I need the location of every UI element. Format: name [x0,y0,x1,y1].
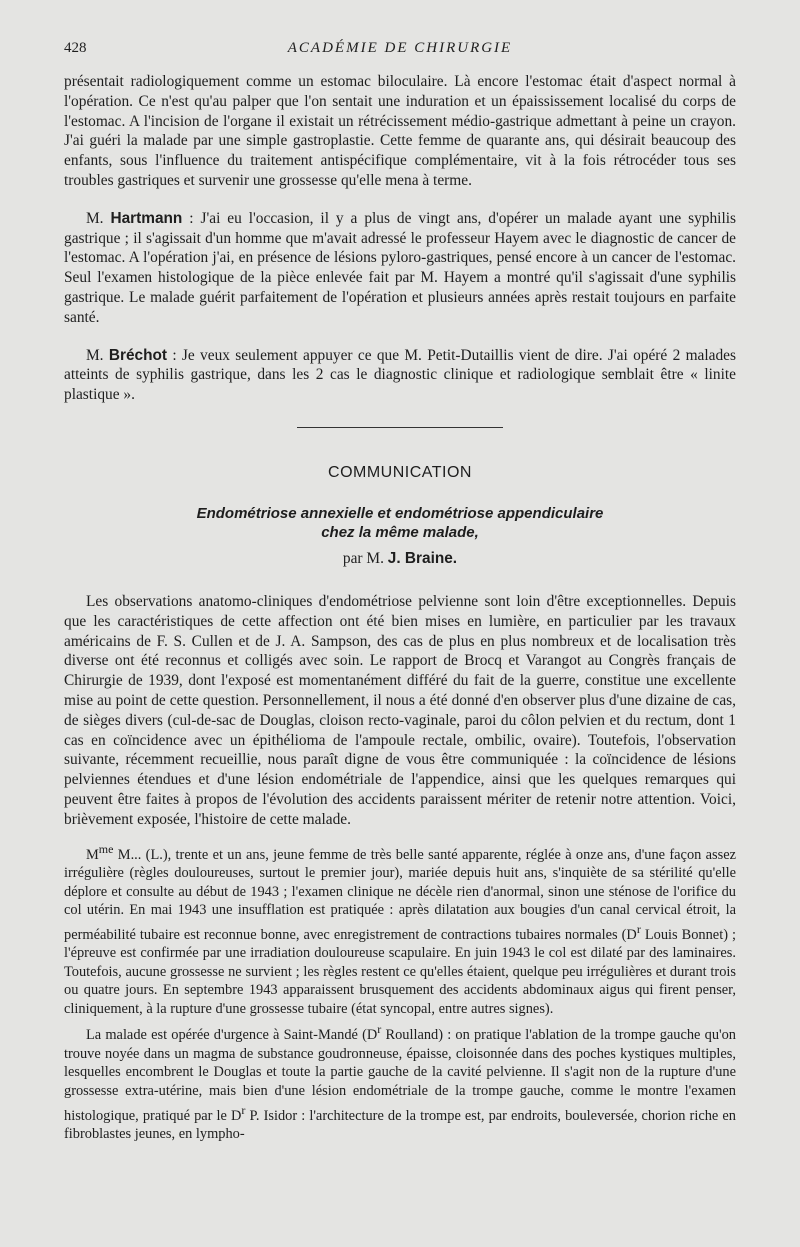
paragraph-text: : J'ai eu l'occasion, il y a plus de vingt ans, d'opérer un malade ayant une syphilis gastrique ; il s'agissait d'un homme que m'avait adressé le professeur Hayem avec le diagnostic de cancer de l'estomac. A l'opération j'ai, en présence de lésions pyloro-gastriques, pensé encore à un cancer de l'estomac. Seul l'examen histologique de la pièce enlevée fait par M. Hayem a montré qu'il s'agissait d'une syphilis gastrique. Le malade guérit parfaitement de l'opération et plusieurs années après restait toujours en parfaite santé. [64,209,736,326]
paragraph-text: Louis Bonnet) ; l'épreuve est confirmée par une irradiation douloureuse scapulaire. En juin 1943 le col est dilaté par des laminaires. Toutefois, aucune grossesse ne survient ; les règles restent ce qu'elles étaient, quelque peu irrégulières et durant trois ou quatre jours. En septembre 1943 apparaissent brusquement des accidents abdominaux aigus qui firent penser, cliniquement, à la rupture d'une grossesse tubaire (état syncopal, entre autres signes). [64,926,737,1017]
section-heading: COMMUNICATION [328,463,472,481]
paragraph-text: P. Isidor : l'architecture de la trompe est, par endroits, bouleversée, chorion riche en fibroblastes jeunes, en lympho- [64,1107,736,1143]
paragraph-continuation: présentait radiologiquement comme un estomac biloculaire. Là encore l'estomac était d'aspect normal à l'opération. Ce n'est qu'au palper que l'on sentait une induration et un épaississement localisé du corps de l'estomac. A l'incision de l'organe il existait un rétrécissement médio-gastrique admettant à peine un crayon. J'ai guéri la malade par une simple gastroplastie. Cette femme de quarante ans, qui désirait beaucoup des enfants, sous l'influence du traitement antispécifique complémentaire, vit à la fois rétrocéder tous ses troubles gastriques et survenir une grossesse qu'elle mena à terme. [64,73,736,189]
paragraph-text: La malade est opérée d'urgence à Saint-Mandé (D [86,1027,378,1044]
page-number: 428 [64,40,87,56]
section-divider [297,427,503,428]
speaker-prefix: M. [86,209,111,227]
paragraph-brechot [64,346,736,405]
page-content [64,72,736,1144]
article-title-line: Endométriose annexielle et endométriose appendiculaire [196,504,604,522]
byline-author: J. Braine. [387,549,458,567]
article-byline [64,550,736,568]
paragraph-text: M... (L.), trente et un ans, jeune femme de très belle santé apparente, réglée à onze ans, d'une façon assez irrégulière (règles douloureuses, surtout le premier jour), mariée depuis huit ans, s'inquiète de sa stérilité qu'elle déplore et consulte au début de 1943 ; l'examen clinique ne décèle rien d'anormal, sinon une sténose de l'orifice du col utérin. En mai 1943 une insufflation est pratiquée : après dilatation aux bougies d'un canal cervical étroit, la perméabilité tubaire est reconnue bonne, avec enregistrement de contractions tubaires normales (D [64,846,736,943]
running-title: ACADÉMIE DE CHIRURGIE [287,40,513,56]
paragraph-introduction: Les observations anatomo-cliniques d'endométriose pelvienne sont loin d'être exceptionnelles. Depuis que les caractéristiques de cette affection ont été bien mises en lumière, en particulier par les travaux américains de F. S. Cullen et de J. A. Sampson, des cas de plus en plus nombreux et de localisation très diverse ont été reconnus et colligés avec soin. Le rapport de Brocq et Varangot au Congrès français de Chirurgie de 1939, dont l'exposé est momentanément différé du fait de la guerre, constitue une excellente mise au point de cette question. Personnellement, il nous a été donné d'en observer plus d'une dizaine de cas, de sièges divers (cul-de-sac de Douglas, cloison recto-vaginale, paroi du côlon pelvien et du rectum, dont 1 cas en coïncidence avec un épithélioma de l'ampoule rectale, ombilic, ovaire). Toutefois, l'observation suivante, récemment recueillie, nous paraît digne de vous être communiquée : la coïncidence de lésions pelviennes étendues et d'une lésion endométriale de l'appendice, ainsi que les quelques remarques qui peuvent être faites à propos de l'évolution des accidents paraissent mériter de retenir notre attention. Voici, brièvement exposée, l'histoire de cette malade. [64,592,736,828]
title-abbrev: M [86,846,99,863]
doctor-abbrev-sup: r [377,1022,382,1037]
doctor-abbrev-sup: r [636,921,641,936]
doctor-abbrev-sup: r [241,1102,246,1117]
page-header [64,40,736,64]
article-title [64,504,736,542]
byline-prefix: par M. [342,549,388,567]
paragraph-text: : Je veux seulement appuyer ce que M. Petit-Dutaillis vient de dire. J'ai opéré 2 malades atteints de syphilis gastrique, dans les 2 cas le diagnostic clinique et radiologique semblait être « linite plastique ». [64,346,736,404]
article-title-line: chez la même malade, [321,523,479,541]
speaker-prefix: M. [86,346,109,364]
paragraph-text: Roulland) : on pratique l'ablation de la trompe gauche qu'on trouve noyée dans un magma de substance goudronneuse, épaisse, cloisonnée dans des poches kystiques multiples, lesquelles encombrent le Douglas et toute la partie gauche de la cavité pelvienne. Il s'agit non de la rupture d'une grossesse extra-utérine, mais bien d'une lésion endométriale de la trompe gauche, comme le montre l'examen histologique, pratiqué par le D [64,1027,736,1124]
paragraph-hartmann [64,209,736,328]
paragraph-operation [64,1020,736,1143]
title-abbrev-sup: me [98,841,114,856]
speaker-name: Bréchot [108,346,168,364]
paragraph-case-history [64,840,736,1019]
speaker-name: Hartmann [110,209,183,227]
